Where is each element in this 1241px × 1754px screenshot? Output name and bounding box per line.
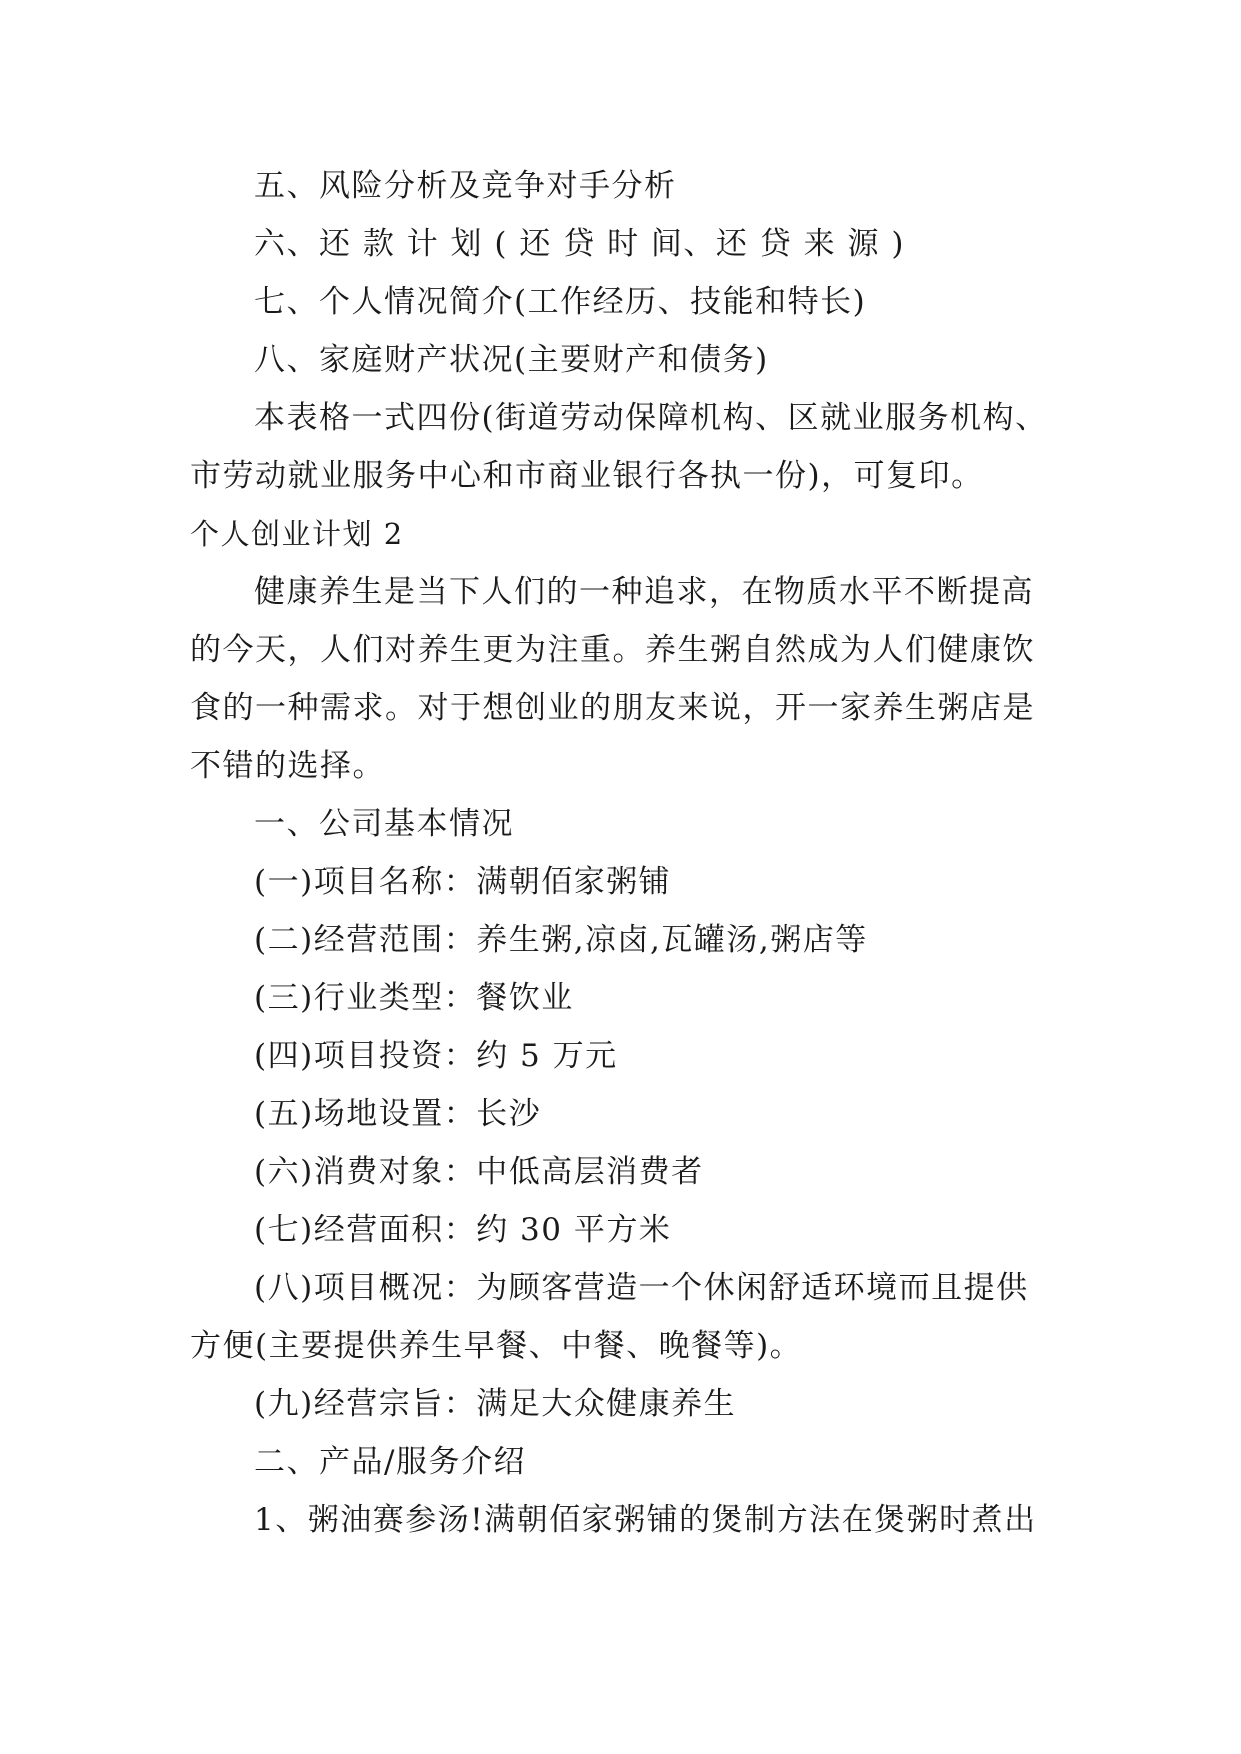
item-business-area: (七)经营面积：约 30 平方米 [254,1212,672,1248]
plan-2-heading: 个人创业计划 2 [190,517,404,551]
section-six-title: 六、还 款 计 划 ( 还 贷 时 间、还 贷 来 源 ) [254,226,905,262]
intro-paragraph-line-4: 不错的选择。 [190,748,385,784]
form-note-line-2: 市劳动就业服务中心和市商业银行各执一份)，可复印。 [190,458,984,494]
item-business-scope: (二)经营范围：养生粥,凉卤,瓦罐汤,粥店等 [254,922,868,958]
section-two-title: 二、产品/服务介绍 [254,1444,526,1480]
intro-paragraph-line-2: 的今天，人们对养生更为注重。养生粥自然成为人们健康饮 [190,632,1035,668]
item-overview-line-2: 方便(主要提供养生早餐、中餐、晚餐等)。 [190,1328,803,1364]
intro-paragraph-line-1: 健康养生是当下人们的一种追求，在物质水平不断提高 [254,574,1034,610]
item-project-name: (一)项目名称：满朝佰家粥铺 [254,864,672,900]
item-industry-type: (三)行业类型：餐饮业 [254,980,574,1016]
item-target-consumers: (六)消费对象：中低高层消费者 [254,1154,704,1190]
item-location: (五)场地设置：长沙 [254,1096,542,1132]
section-seven-title: 七、个人情况简介(工作经历、技能和特长) [254,284,867,320]
item-purpose: (九)经营宗旨：满足大众健康养生 [254,1386,737,1422]
form-note-line-1: 本表格一式四份(街道劳动保障机构、区就业服务机构、 [254,400,1048,436]
section-one-title: 一、公司基本情况 [254,806,514,842]
item-overview-line-1: (八)项目概况：为顾客营造一个休闲舒适环境而且提供 [254,1270,1029,1306]
section-five-title: 五、风险分析及竞争对手分析 [254,168,677,204]
section-eight-title: 八、家庭财产状况(主要财产和债务) [254,342,769,378]
product-point-1: 1、粥油赛参汤!满朝佰家粥铺的煲制方法在煲粥时煮出 [254,1502,1037,1538]
item-investment: (四)项目投资：约 5 万元 [254,1038,618,1074]
intro-paragraph-line-3: 食的一种需求。对于想创业的朋友来说，开一家养生粥店是 [190,690,1035,726]
